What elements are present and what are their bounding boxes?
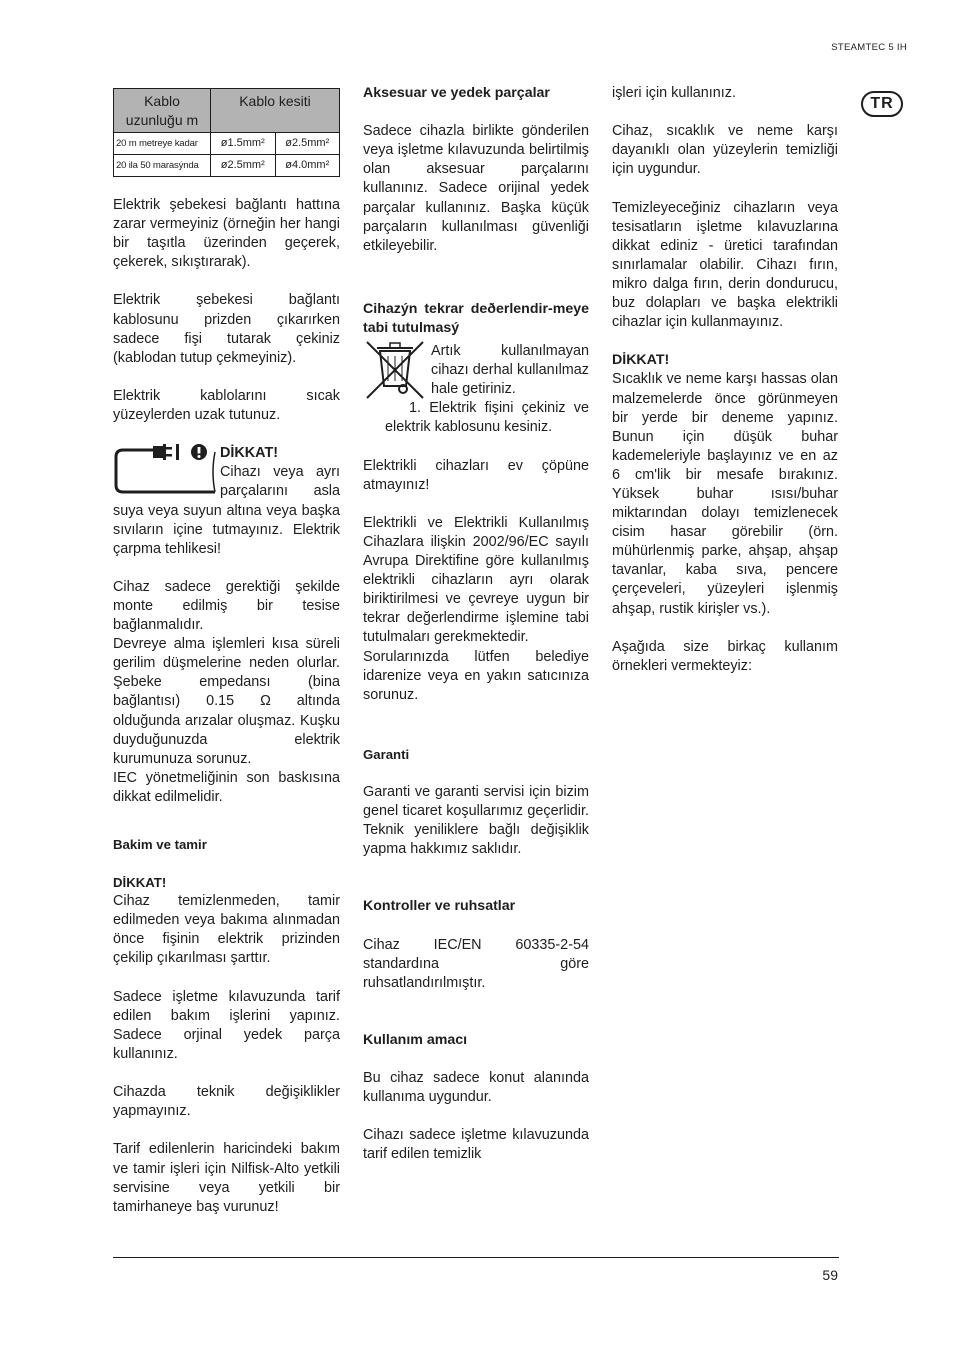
- table-header-length: Kablo uzunluğu m: [114, 89, 211, 133]
- paragraph: işleri için kullanınız.: [612, 85, 736, 101]
- paragraph: Garanti ve garanti servisi için bizim genel ticaret koşullarımız geçerlidir. Teknik yeniliklere bağlı değişiklik yapma hakkımız saklıdır.: [363, 784, 589, 858]
- section-heading-accessories: Aksesuar ve yedek parçalar: [363, 85, 550, 101]
- paragraph: Sıcaklık ve neme karşı hassas olan malzemelerde önce görünmeyen bir yerde bir deneme yapınız. Bunun için düşük buhar kademeleriyle başlayınız ve en az 6 cm'lik bir mesafe bırakınız. Yüksek buhar ısısı/buhar miktarından dolayı temizlenecek cisim hasar görebilir (örn. mühürlenmiş parke, ahşap, ahşap tavanlar, kaba sıva, pencere çerçeveleri, yüzeyleri işlenmiş ahşap, rustik kirişler vs.).: [612, 371, 838, 617]
- paragraph: Elektrikli ve Elektrikli Kullanılmış Cihazlara ilişkin 2002/96/EC sayılı Avrupa Direktifine göre kullanılmış elektrikli cihazların ayrı olarak biriktirilmesi ve çevreye uygun bir tekrar değerlendirme işlemine tabi tutulmaları gerekmektedir.: [363, 514, 589, 646]
- paragraph: Elektrik şebekesi bağlantı kablosunu prizden çıkarırken sadece fişi tutarak çekiniz (kablodan tutup çekmeyiniz).: [113, 292, 340, 366]
- paragraph: Elektrikli cihazları ev çöpüne atmayınız!: [363, 457, 589, 493]
- warning-block: [113, 444, 340, 559]
- section-heading-maintenance: Bakim ve tamir: [113, 837, 207, 852]
- paragraph: Cihaz temizlenmeden, tamir edilmeden veya bakıma alınmadan önce fişinin elektrik prizinden çekilip çıkarılması şarttır.: [113, 893, 340, 967]
- section-heading-intended-use: Kullanım amacı: [363, 1031, 468, 1048]
- table-header-section: Kablo kesiti: [211, 89, 340, 133]
- paragraph: Elektrik kablolarını sıcak yüzeylerden uzak tutunuz.: [113, 387, 340, 424]
- table-cell: ø1.5mm²: [211, 133, 276, 155]
- paragraph: Devreye alma işlemleri kısa süreli gerilim düşmelerine neden olurlar. Şebeke empedansı (bina bağlantısı) 0.15 Ω altında olduğunda arızalar oluşmaz. Kuşku duyduğunuzda elektrik kurumunuza sorunuz.: [113, 636, 340, 767]
- footer-divider: [113, 1257, 839, 1258]
- column-3: [612, 84, 838, 676]
- table-cell: 20 ila 50 marasýnda: [114, 155, 211, 177]
- recycling-block: [363, 342, 589, 399]
- document-code: STEAMTEC 5 IH: [831, 42, 907, 53]
- cable-spec-table: [113, 88, 340, 177]
- paragraph: Temizleyeceğiniz cihazların veya tesisatların işletme kılavuzlarına dikkat ediniz - üretici tarafından sınırlamalar olabilir. Cihazı fırın, mikro dalga fırın, derin dondurucu, buz dolapları ve başka elektrikli cihazlar için kullanmayınız.: [612, 199, 838, 331]
- table-row: [114, 133, 340, 155]
- column-2: [363, 84, 589, 1165]
- section-heading-approvals: Kontroller ve ruhsatlar: [363, 898, 516, 915]
- paragraph: Bu cihaz sadece konut alanında kullanıma uygundur.: [363, 1070, 589, 1106]
- electric-plug-warning-icon: [113, 444, 217, 498]
- column-1: [113, 84, 340, 1217]
- warning-label: DİKKAT!: [113, 875, 167, 891]
- paragraph: Aşağıda size birkaç kullanım örnekleri vermekteyiz:: [612, 638, 838, 674]
- table-cell: ø2.5mm²: [211, 155, 276, 177]
- paragraph: Cihaz, sıcaklık ve neme karşı dayanıklı olan yüzeylerin temizliği için uygundur.: [612, 123, 838, 178]
- page-number: 59: [822, 1267, 838, 1283]
- warning-label: DİKKAT!: [612, 352, 670, 369]
- paragraph: Cihazda teknik değişiklikler yapmayınız.: [113, 1084, 340, 1120]
- paragraph: Tarif edilenlerin haricindeki bakım ve tamir işleri için Nilfisk-Alto yetkili servisine veya yetkili bir tamirhaneye baş vurunuz!: [113, 1141, 340, 1215]
- paragraph: Elektrik şebekesi bağlantı hattına zarar vermeyiniz (örneğin her hangi bir taşıtla üzerinden geçerek, çekerek, sıkıştırarak).: [113, 197, 340, 271]
- paragraph: IEC yönetmeliğinin son baskısına dikkat edilmelidir.: [113, 769, 340, 805]
- warning-title: DİKKAT!: [220, 445, 279, 462]
- table-row: [114, 155, 340, 177]
- table-cell: ø2.5mm²: [275, 133, 340, 155]
- paragraph: Sadece işletme kılavuzunda tarif edilen bakım işlerini yapınız. Sadece orjinal yedek parça kullanınız.: [113, 988, 340, 1062]
- language-badge: TR: [861, 91, 903, 117]
- section-heading-warranty: Garanti: [363, 746, 410, 762]
- table-cell: 20 m metreye kadar: [114, 133, 211, 155]
- section-heading-recycling: Cihazýn tekrar deðerlendir-meye tabi tutulmasý: [363, 300, 589, 336]
- paragraph: Cihaz IEC/EN 60335-2-54 standardına göre ruhsatlandırılmıştır.: [363, 936, 589, 991]
- paragraph: Cihaz sadece gerektiği şekilde monte edilmiş bir tesise bağlanmalıdır.: [113, 578, 340, 634]
- paragraph: Sadece cihazla birlikte gönderilen veya işletme kılavuzunda belirtilmiş olan aksesuar parçalarını kullanınız. Sadece orijinal yedek parçalar kullanınız. Başka küçük parçaların kullanılması güvenliği etkileyebilir.: [363, 123, 589, 254]
- list-item: 1. Elektrik fişini çekiniz ve elektrik kablosunu kesiniz.: [385, 400, 589, 436]
- recycling-text: Artık kullanılmayan cihazı derhal kullanılmaz hale getiriniz.: [431, 343, 589, 398]
- crossed-bin-icon: [363, 340, 427, 400]
- warning-text: Cihazı veya ayrı parçalarını asla suya veya suyun altına veya başka sıvıların içine tutmayınız. Elektrik çarpma tehlikesi!: [113, 464, 340, 557]
- paragraph: Sorularınızda lütfen belediye idarenize veya en yakın satıcınıza sorunuz.: [363, 648, 589, 703]
- table-cell: ø4.0mm²: [275, 155, 340, 177]
- paragraph: Cihazı sadece işletme kılavuzunda tarif edilen temizlik: [363, 1127, 589, 1163]
